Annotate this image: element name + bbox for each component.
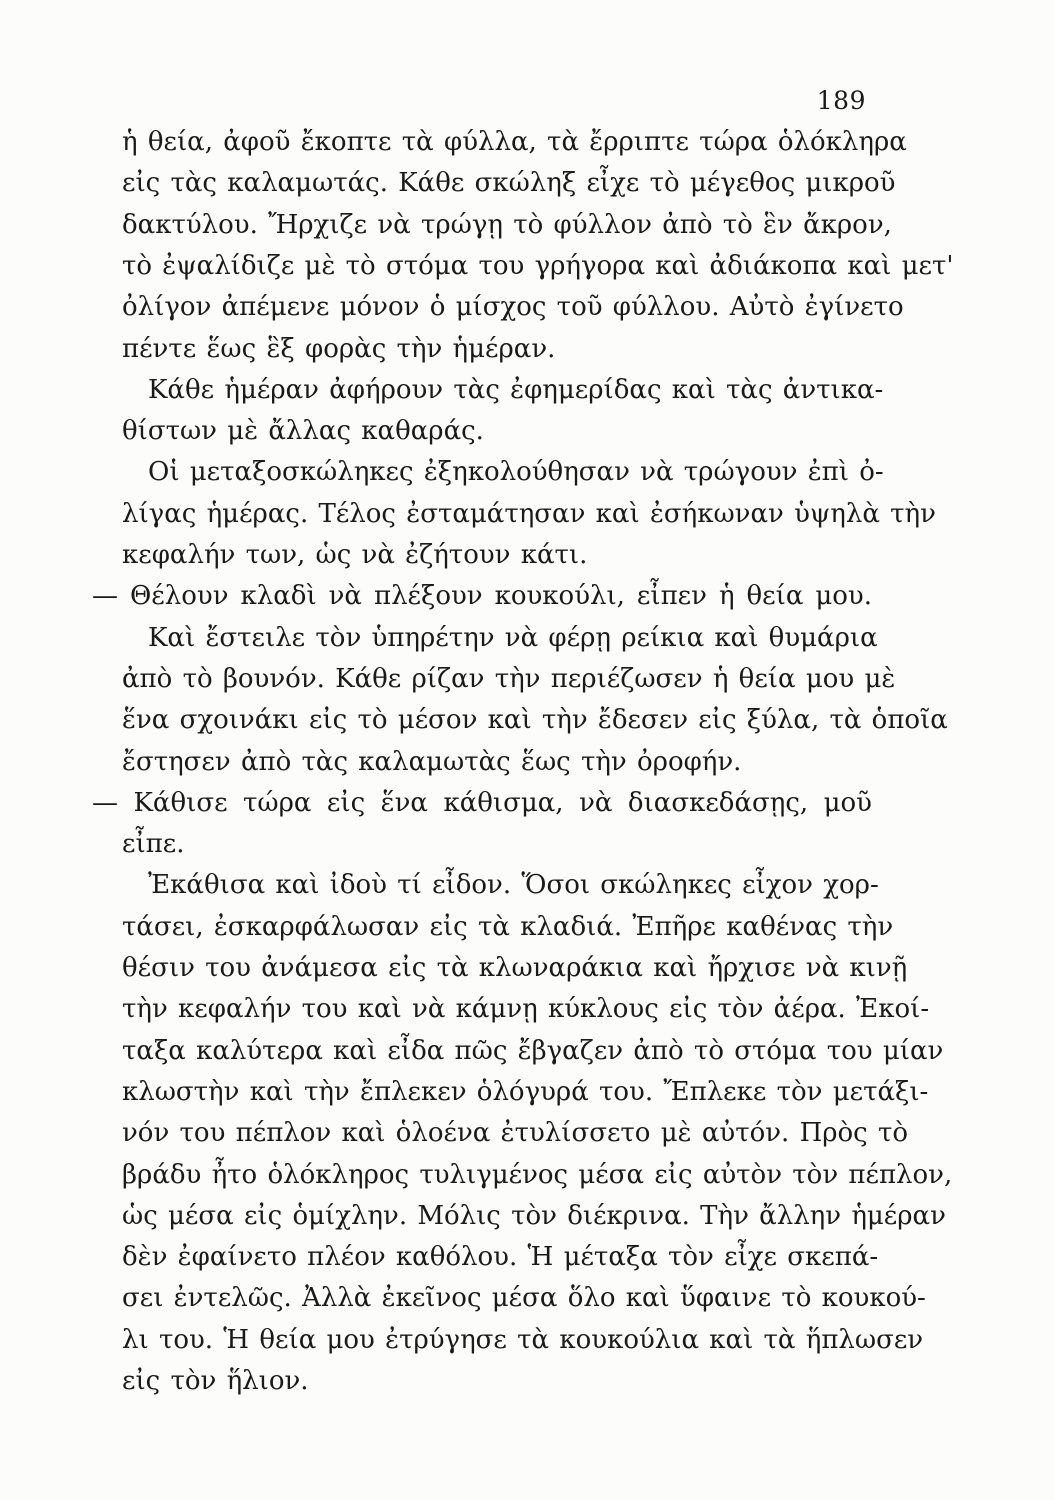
text-line: Ἐκάθισα καὶ ἰδοὺ τί εἶδον. Ὅσοι σκώληκες εἶχον χορ- <box>148 870 879 901</box>
text-line: τάσει, ἐσκαρφάλωσαν εἰς τὰ κλαδιά. Ἐπῆρε καθένας τὴν <box>122 911 894 942</box>
text-line: ἡ θεία, ἀφοῦ ἔκοπτε τὰ φύλλα, τὰ ἔρριπτε τώρα ὁλόκληρα <box>122 127 907 157</box>
text-line: δὲν ἐφαίνετο πλέον καθόλου. Ἡ μέταξα τὸν εἶχε σκεπά- <box>122 1242 879 1273</box>
text-line: λίγας ἡμέρας. Τέλος ἐσταμάτησαν καὶ ἐσήκωναν ὑψηλὰ τὴν <box>122 498 936 529</box>
text-line: ὡς μέσα εἰς ὁμίχλην. Μόλις τὸν διέκρινα. Τὴν ἄλλην ἡμέραν <box>122 1200 946 1231</box>
text-line: πέντε ἕως ἓξ φορὰς τὴν ἡμέραν. <box>122 333 556 364</box>
text-line: εἰς τὰς καλαμωτάς. Κάθε σκώληξ εἶχε τὸ μέγεθος μικροῦ <box>122 168 896 199</box>
text-line: εἰς τὸν ἥλιον. <box>122 1366 309 1396</box>
text-line: Κάθε ἡμέραν ἀφήρουν τὰς ἐφημερίδας καὶ τὰς ἀντικα- <box>148 374 884 405</box>
text-line: βράδυ ἦτο ὁλόκληρος τυλιγμένος μέσα εἰς αὐτὸν τὸν πέπλον, <box>122 1159 953 1190</box>
text-line: κλωστὴν καὶ τὴν ἔπλεκεν ὁλόγυρά του. Ἔπλεκε τὸν μετάξι- <box>122 1076 929 1107</box>
text-line: κεφαλήν των, ὡς νὰ ἐζήτουν κάτι. <box>122 540 588 570</box>
text-line: θίστων μὲ ἄλλας καθαράς. <box>122 416 484 447</box>
text-line: — Κάθισε τώρα εἰς ἕνα κάθισμα, νὰ διασκεδάσῃς, μοῦ <box>92 787 872 818</box>
text-line: εἶπε. <box>122 829 185 860</box>
text-line: λι του. Ἡ θεία μου ἐτρύγησε τὰ κουκούλια καὶ τὰ ἥπλωσεν <box>122 1324 924 1355</box>
text-line: ταξα καλύτερα καὶ εἶδα πῶς ἔβγαζεν ἀπὸ τὸ στόμα του μίαν <box>122 1035 944 1066</box>
text-line: ὀλίγον ἀπέμενε μόνον ὁ μίσχος τοῦ φύλλου. Αὐτὸ ἐγίνετο <box>122 292 904 323</box>
text-line: ἕνα σχοινάκι εἰς τὸ μέσον καὶ τὴν ἔδεσεν εἰς ξύλα, τὰ ὁποῖα <box>122 705 948 736</box>
text-line: ἔστησεν ἀπὸ τὰς καλαμωτὰς ἕως τὴν ὀροφήν. <box>122 746 742 777</box>
text-line: δακτύλου. Ἤρχιζε νὰ τρώγῃ τὸ φύλλον ἀπὸ τὸ ἓν ἄκρον, <box>122 209 892 240</box>
text-line: νόν του πέπλον καὶ ὁλοένα ἐτυλίσσετο μὲ αὐτόν. Πρὸς τὸ <box>122 1118 909 1149</box>
text-line: ἀπὸ τὸ βουνόν. Κάθε ρίζαν τὴν περιέζωσεν ἡ θεία μου μὲ <box>122 663 896 694</box>
text-line: Οἱ μεταξοσκώληκες ἐξηκολούθησαν νὰ τρώγουν ἐπὶ ὀ- <box>148 457 884 488</box>
text-line: θέσιν του ἀνάμεσα εἰς τὰ κλωναράκια καὶ ἤρχισε νὰ κινῇ <box>122 953 908 983</box>
text-line: σει ἐντελῶς. Ἀλλὰ ἐκεῖνος μέσα ὅλο καὶ ὕφαινε τὸ κουκού- <box>122 1283 926 1314</box>
text-line: — Θέλουν κλαδὶ νὰ πλέξουν κουκούλι, εἶπεν ἡ θεία μου. <box>92 581 872 612</box>
text-line: τὴν κεφαλήν του καὶ νὰ κάμνῃ κύκλους εἰς τὸν ἀέρα. Ἐκοί- <box>122 994 930 1025</box>
text-line: Καὶ ἔστειλε τὸν ὑπηρέτην νὰ φέρῃ ρείκια καὶ θυμάρια <box>148 622 878 653</box>
page-number: 189 <box>816 86 866 115</box>
text-line: τὸ ἐψαλίδιζε μὲ τὸ στόμα του γρήγορα καὶ ἀδιάκοπα καὶ μετ' <box>122 250 954 281</box>
